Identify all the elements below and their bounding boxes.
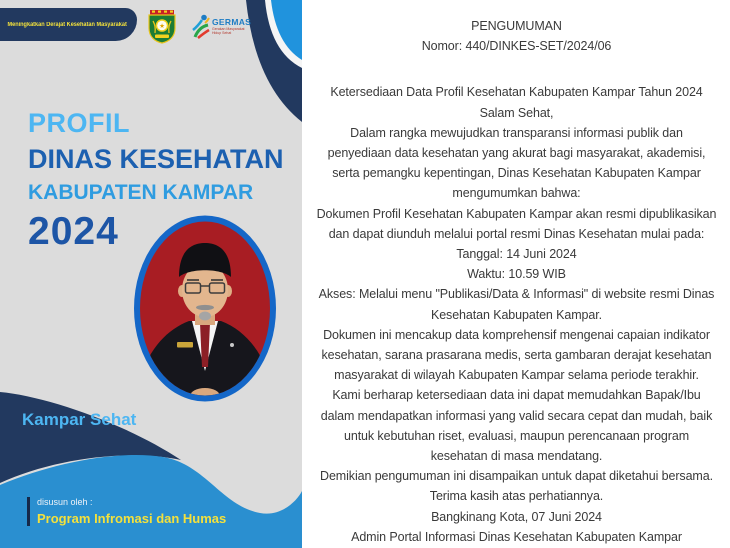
announcement-line: Kami berharap ketersediaan data ini dapat memudahkan Bapak/Ibu (332, 388, 701, 403)
announcement-number: Nomor: 440/DINKES-SET/2024/06 (421, 39, 612, 54)
announcement-line: Bangkinang Kota, 07 Juni 2024 (431, 509, 602, 524)
announcement-line: Waktu: 10.59 WIB (467, 267, 566, 282)
germas-subtext-2: Hidup Sehat (212, 31, 232, 35)
announcement-body (303, 82, 730, 547)
announcement-line: Dokumen ini mencakup data komprehensif mengenai capaian indikator (323, 327, 710, 342)
announcement-line: Demikian pengumuman ini disampaikan untuk dapat diketahui bersama. (320, 469, 713, 484)
announcement-line: dan dapat diunduh melalui portal resmi Dinas Kesehatan mulai pada: (328, 226, 705, 241)
announcement-line: Dokumen Profil Kesehatan Kabupaten Kampar akan resmi dipublikasikan (316, 206, 717, 221)
germas-wordmark (212, 18, 251, 36)
announcement-line: serta pemangku kepentingan, Dinas Kesehatan Kabupaten Kampar (332, 166, 701, 181)
title-kabupaten-kampar: KABUPATEN KAMPAR (28, 181, 254, 204)
announcement-line: Admin Portal Informasi Dinas Kesehatan Kabupaten Kampar (351, 529, 682, 544)
announcement-line: Akses: Melalui menu "Publikasi/Data & Informasi" di website resmi Dinas (318, 287, 715, 302)
announcement-line: dalam mendapatkan informasi yang valid secara cepat dan mudah, baik (320, 408, 713, 423)
prepared-by-block (27, 497, 226, 526)
cover-page (0, 0, 302, 548)
announcement-line: Salam Sehat, (479, 105, 554, 120)
title-profil: PROFIL (28, 108, 130, 138)
germas-logo (192, 13, 251, 39)
motto-text: Meningkatkan Derajat Kesehatan Masyarakat (7, 21, 127, 28)
announcement-line: masyarakat di wilayah Kabupaten Kampar selama periode terakhir. (334, 368, 699, 383)
germas-icon (192, 13, 210, 39)
kampar-emblem-icon (146, 6, 178, 44)
prepared-by-label: disusun oleh : (37, 497, 93, 507)
announcement-line: untuk kebutuhan riset, evaluasi, maupun perencanaan program (343, 428, 690, 443)
announcement-line: mengumumkan bahwa: (452, 186, 581, 201)
announcement-line: kesehatan, sarana prasarana medis, serta gambaran derajat kesehatan (321, 348, 712, 363)
announcement-line: Dalam rangka mewujudkan transparansi informasi publik dan (350, 125, 683, 140)
announcement-line: Ketersediaan Data Profil Kesehatan Kabupaten Kampar Tahun 2024 (330, 85, 703, 100)
announcement-line: penyediaan data kesehatan yang akurat bagi masyarakat, akademisi, (327, 146, 706, 161)
title-dinas-kesehatan: DINAS KESEHATAN (28, 144, 284, 174)
motto-banner (0, 8, 137, 41)
announcement-line: Tanggal: 14 Juni 2024 (456, 247, 577, 262)
svg-text:★: ★ (159, 23, 165, 30)
announcement-line: Terima kasih atas perhatiannya. (429, 489, 604, 504)
germas-label: GERMAS (212, 17, 252, 27)
announcement-page (303, 0, 730, 548)
prepared-by-value: Program Infromasi dan Humas (37, 511, 227, 526)
official-portrait-photo (133, 215, 277, 402)
announcement-line: kesehatan di masa mendatang. (430, 449, 603, 464)
title-year: 2024 (28, 210, 119, 253)
germas-subtext-1: Gerakan Masyarakat (212, 26, 245, 31)
blank-line (303, 56, 730, 82)
announcement-title: PENGUMUMAN (471, 19, 562, 33)
announcement-line: Kesehatan Kabupaten Kampar. (430, 307, 603, 322)
tagline: Kampar Sehat (22, 410, 137, 429)
